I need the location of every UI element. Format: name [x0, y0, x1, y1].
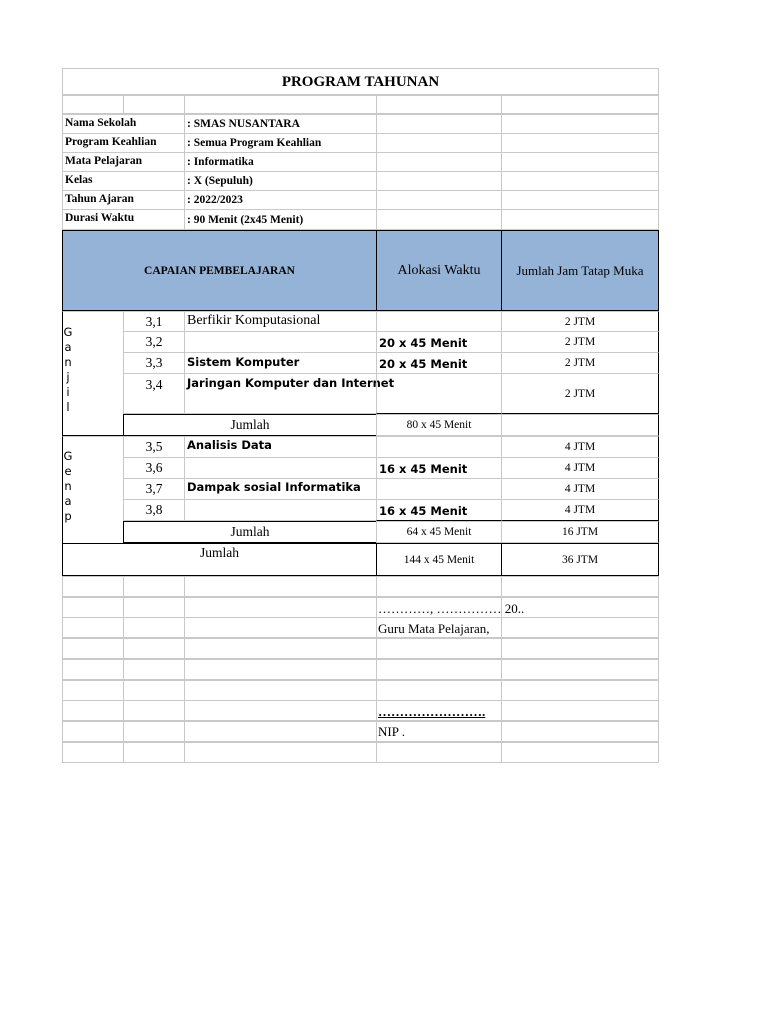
grid-cell: [501, 114, 659, 134]
table-row-no: 3,6: [123, 457, 185, 479]
grid-cell: [123, 700, 185, 721]
grid-cell: [184, 597, 377, 618]
grid-cell: [123, 597, 185, 618]
grid-cell: [501, 133, 659, 153]
semester-genap-label: G e n a p: [63, 449, 73, 523]
table-row-topic: [184, 373, 395, 414]
table-row-alokasi: [376, 311, 502, 332]
grid-cell: [376, 190, 502, 210]
table-row-alokasi: [376, 331, 502, 353]
info-row: [62, 152, 185, 172]
alokasi-text: 16 x 45 Menit: [379, 462, 468, 476]
grid-cell: [62, 638, 124, 659]
table-row-no: 3,2: [123, 331, 185, 353]
grid-cell: [123, 742, 185, 763]
info-value-cell: [184, 133, 377, 153]
info-value-cell: [184, 171, 377, 191]
signature-role: Guru Mata Pelajaran,: [378, 621, 490, 636]
topic-text: Jaringan Komputer dan Internet: [187, 376, 395, 390]
grid-cell: [62, 617, 124, 638]
header-capaian: [62, 230, 377, 311]
page-title: PROGRAM TAHUNAN: [62, 68, 659, 95]
table-row-jtm: 2 JTM: [501, 311, 659, 332]
grid-cell: [123, 95, 185, 114]
grid-cell: [376, 742, 502, 763]
signature-name-line: …………………….: [378, 704, 486, 719]
grid-cell: [123, 576, 185, 597]
table-row-topic: [184, 436, 377, 458]
signature-place-date: …………, …………… 20..: [378, 601, 525, 616]
grid-cell: [184, 680, 377, 701]
alokasi-text: 20 x 45 Menit: [379, 357, 468, 371]
info-value-cell: [184, 114, 377, 134]
grid-cell: [501, 659, 659, 680]
table-row-no: 3,5: [123, 436, 185, 458]
grid-cell: [123, 638, 185, 659]
grid-cell: [184, 700, 377, 721]
table-row-alokasi: [376, 499, 502, 521]
signature-nip: NIP .: [378, 724, 405, 739]
grand-total-label: Jumlah: [62, 543, 377, 576]
grid-cell: [62, 576, 124, 597]
header-alokasi: [376, 230, 502, 311]
grid-cell: [376, 114, 502, 134]
grid-cell: [501, 742, 659, 763]
table-row-topic: [184, 478, 377, 500]
grid-cell: [62, 742, 124, 763]
grid-cell: [376, 638, 502, 659]
grid-cell: [376, 133, 502, 153]
table-row-alokasi: [376, 352, 502, 374]
table-row-no: 3,1: [123, 311, 185, 332]
info-value-cell: [184, 190, 377, 210]
grid-cell: [62, 597, 124, 618]
semester-ganjil: [62, 311, 124, 436]
grid-cell: [501, 171, 659, 191]
ganjil-total-label: Jumlah: [123, 414, 377, 436]
info-value: : 2022/2023: [187, 194, 243, 206]
info-label: Mata Pelajaran: [65, 155, 142, 167]
genap-total-alokasi: 64 x 45 Menit: [376, 521, 502, 543]
info-value: : SMAS NUSANTARA: [187, 118, 300, 130]
table-row-alokasi: [376, 457, 502, 479]
header-jtm-label: Jumlah Jam Tatap Muka: [516, 262, 644, 278]
info-label: Tahun Ajaran: [65, 193, 134, 205]
grid-cell: [62, 721, 124, 742]
grid-cell: [376, 576, 502, 597]
grid-cell: [501, 95, 659, 114]
table-row-jtm: 4 JTM: [501, 436, 659, 458]
grid-cell: [62, 680, 124, 701]
semester-genap: [62, 436, 124, 544]
table-row-alokasi: [376, 478, 502, 500]
grid-cell: [501, 617, 659, 638]
table-row-topic: [184, 331, 377, 353]
grid-cell: [184, 617, 377, 638]
info-row: [62, 133, 185, 153]
topic-text: Analisis Data: [187, 438, 272, 452]
table-row-jtm: 2 JTM: [501, 352, 659, 374]
grid-cell: [376, 152, 502, 172]
table-row-jtm: 4 JTM: [501, 457, 659, 479]
header-capaian-label: CAPAIAN PEMBELAJARAN: [144, 264, 295, 277]
grid-cell: [62, 700, 124, 721]
grid-cell: [184, 742, 377, 763]
grid-cell: [376, 171, 502, 191]
grid-cell: [184, 576, 377, 597]
info-row: [62, 209, 185, 230]
grid-cell: [501, 209, 659, 230]
info-label: Program Keahlian: [65, 136, 157, 148]
grid-cell: [184, 638, 377, 659]
grid-cell: [501, 638, 659, 659]
ganjil-total-jtm: [501, 414, 659, 436]
info-value: : Semua Program Keahlian: [187, 137, 322, 149]
grid-cell: [184, 95, 377, 114]
info-value: : 90 Menit (2x45 Menit): [187, 214, 304, 226]
info-value-cell: [184, 209, 377, 230]
grid-cell: [123, 617, 185, 638]
table-row-alokasi: [376, 436, 502, 458]
alokasi-text: 20 x 45 Menit: [379, 336, 468, 350]
grid-cell: [62, 659, 124, 680]
grid-cell: [376, 680, 502, 701]
genap-total-label: Jumlah: [123, 521, 377, 543]
info-label: Nama Sekolah: [65, 117, 137, 129]
grid-cell: [501, 597, 659, 618]
grid-cell: [184, 721, 377, 742]
grand-total-jtm: 36 JTM: [501, 543, 659, 576]
table-row-jtm: 4 JTM: [501, 478, 659, 500]
header-jtm: [501, 230, 659, 311]
genap-total-jtm: 16 JTM: [501, 521, 659, 543]
info-row: [62, 190, 185, 210]
topic-text: Dampak sosial Informatika: [187, 480, 361, 494]
grid-cell: [501, 152, 659, 172]
grid-cell: [501, 680, 659, 701]
grid-cell: [62, 95, 124, 114]
table-row-no: 3,8: [123, 499, 185, 521]
grand-total-alokasi: 144 x 45 Menit: [376, 543, 502, 576]
semester-ganjil-label: G a n j i l: [63, 325, 73, 414]
table-row-no: 3,7: [123, 478, 185, 500]
grid-cell: [501, 576, 659, 597]
table-row-topic: [184, 352, 377, 374]
grid-cell: [184, 659, 377, 680]
info-label: Durasi Waktu: [65, 212, 135, 224]
table-row-no: 3,3: [123, 352, 185, 374]
table-row-topic: [184, 499, 377, 521]
info-label: Kelas: [65, 174, 93, 186]
table-row-topic: [184, 311, 377, 332]
table-row-jtm: 4 JTM: [501, 499, 659, 521]
grid-cell: [501, 190, 659, 210]
header-alokasi-label: Alokasi Waktu: [397, 262, 481, 278]
info-row: [62, 114, 185, 134]
table-row-jtm: 2 JTM: [501, 373, 659, 414]
grid-cell: [123, 680, 185, 701]
grid-cell: [501, 721, 659, 742]
table-row-no: 3,4: [123, 373, 185, 414]
grid-cell: [376, 659, 502, 680]
info-value: : Informatika: [187, 156, 254, 168]
info-value-cell: [184, 152, 377, 172]
table-row-alokasi: [376, 373, 502, 414]
topic-text: Berfikir Komputasional: [187, 313, 321, 328]
info-value: : X (Sepuluh): [187, 175, 253, 187]
grid-cell: [501, 700, 659, 721]
ganjil-total-alokasi: 80 x 45 Menit: [376, 414, 502, 436]
topic-text: Sistem Komputer: [187, 355, 300, 369]
table-row-topic: [184, 457, 377, 479]
info-row: [62, 171, 185, 191]
grid-cell: [123, 721, 185, 742]
alokasi-text: 16 x 45 Menit: [379, 504, 468, 518]
grid-cell: [376, 209, 502, 230]
table-row-jtm: 2 JTM: [501, 331, 659, 353]
grid-cell: [376, 95, 502, 114]
grid-cell: [123, 659, 185, 680]
